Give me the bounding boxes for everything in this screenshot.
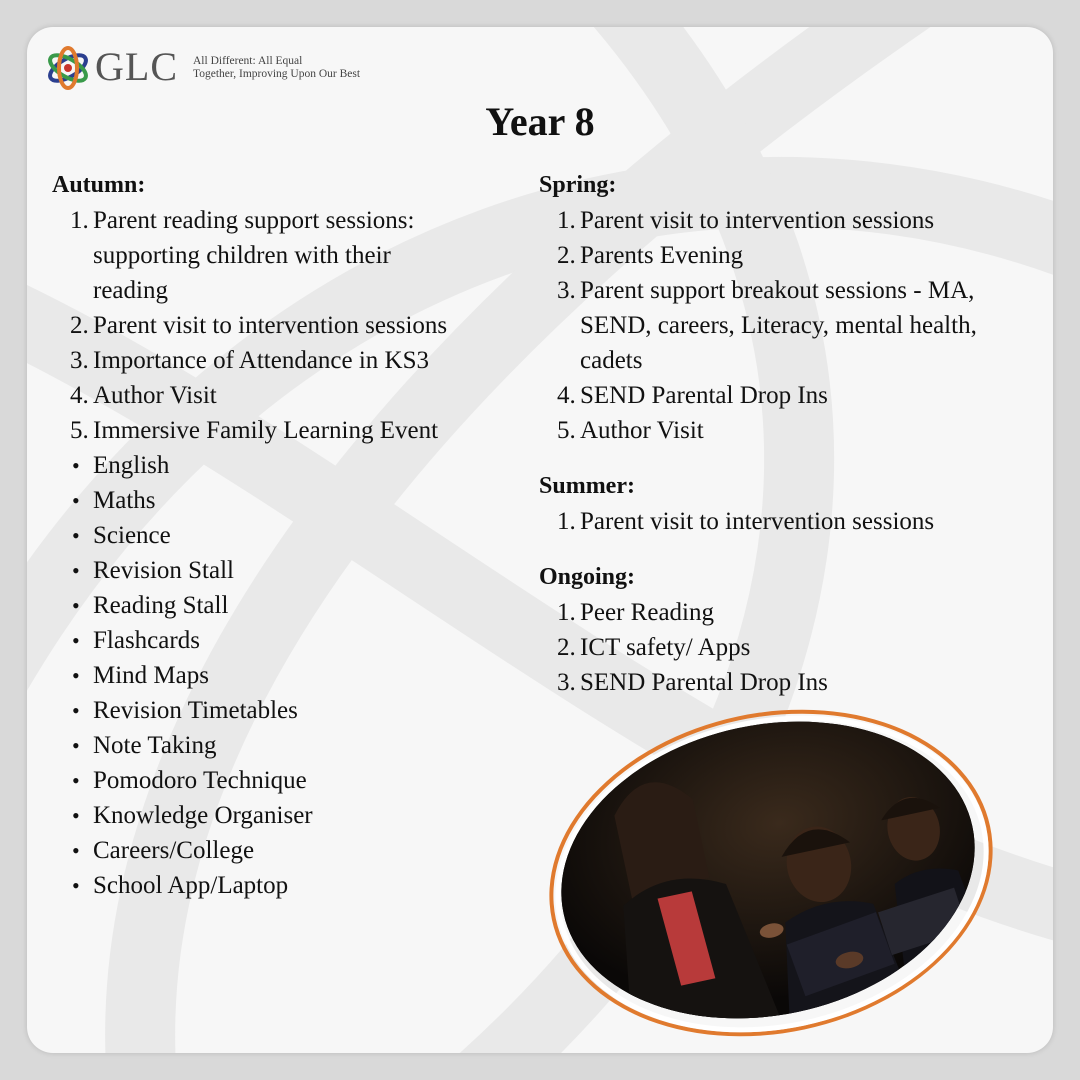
ongoing-heading: Ongoing:	[539, 564, 636, 590]
item-text: Importance of Attendance in KS3	[93, 347, 430, 374]
item-number: 5.	[557, 417, 576, 444]
list-item	[539, 413, 1049, 448]
bullet-item	[52, 728, 522, 763]
item-text: Immersive Family Learning Event	[93, 417, 439, 444]
list-item	[539, 378, 1049, 413]
bullet-item	[52, 798, 522, 833]
glc-logo-icon	[43, 41, 93, 91]
bullet-text: Mind Maps	[93, 662, 209, 689]
bullet-text: Reading Stall	[93, 592, 229, 619]
logo-tagline-line-2: Together, Improving Upon Our Best	[193, 68, 361, 80]
item-text: Author Visit	[93, 382, 217, 409]
item-text: ICT safety/ Apps	[580, 634, 751, 661]
bullet-item	[52, 623, 522, 658]
item-number: 4.	[70, 382, 89, 409]
bullet-text: Pomodoro Technique	[93, 767, 307, 794]
list-item	[539, 630, 1049, 665]
photo-image	[533, 685, 1002, 1053]
bullet-item	[52, 448, 522, 483]
page-title: Year 8	[485, 99, 595, 144]
item-number: 1.	[557, 599, 576, 626]
list-item	[539, 665, 1049, 700]
bullet-text: Revision Stall	[93, 557, 234, 584]
item-text: Parent visit to intervention sessions	[580, 508, 935, 535]
bullet-dot: •	[72, 593, 80, 618]
bullet-item	[52, 833, 522, 868]
bullet-text: Note Taking	[93, 732, 217, 759]
logo-tagline	[193, 55, 433, 81]
summer-numbered-list	[539, 504, 1049, 539]
item-text: Parent reading support sessions:	[93, 207, 415, 234]
bullet-text: Knowledge Organiser	[93, 802, 313, 829]
ongoing-numbered-list	[539, 595, 1049, 700]
spring-heading: Spring:	[539, 172, 617, 198]
item-text: SEND Parental Drop Ins	[580, 382, 828, 409]
bullet-text: Flashcards	[93, 627, 200, 654]
list-item	[539, 273, 1049, 378]
list-item	[539, 595, 1049, 630]
bullet-dot: •	[72, 558, 80, 583]
item-text: Parents Evening	[580, 242, 744, 269]
item-text: Parent support breakout sessions - MA,	[580, 277, 975, 304]
item-number: 4.	[557, 382, 576, 409]
bullet-item	[52, 658, 522, 693]
list-item	[52, 413, 522, 448]
bullet-text: Revision Timetables	[93, 697, 298, 724]
bullet-text: Careers/College	[93, 837, 255, 864]
list-item	[539, 238, 1049, 273]
logo-name: GLC	[95, 44, 178, 89]
item-text: SEND, careers, Literacy, mental health,	[580, 312, 977, 339]
bullet-dot: •	[72, 698, 80, 723]
item-number: 1.	[557, 207, 576, 234]
item-text: Parent visit to intervention sessions	[93, 312, 448, 339]
bullet-dot: •	[72, 628, 80, 653]
bullet-item	[52, 518, 522, 553]
summer-heading: Summer:	[539, 473, 635, 499]
item-number: 3.	[557, 669, 576, 696]
bullet-item	[52, 553, 522, 588]
item-text: supporting children with their	[93, 242, 391, 269]
list-item	[52, 343, 522, 378]
item-number: 1.	[70, 207, 89, 234]
poster-card	[27, 27, 1053, 1053]
right-column	[539, 168, 1049, 721]
list-item	[52, 308, 522, 343]
bullet-item	[52, 588, 522, 623]
spring-section	[539, 168, 1049, 448]
summer-section	[539, 469, 1049, 539]
bullet-dot: •	[72, 838, 80, 863]
autumn-heading: Autumn:	[52, 172, 146, 198]
bullet-text: Science	[93, 522, 171, 549]
item-number: 3.	[557, 277, 576, 304]
bullet-item	[52, 868, 522, 903]
ongoing-section	[539, 560, 1049, 700]
bullet-dot: •	[72, 523, 80, 548]
item-text: SEND Parental Drop Ins	[580, 669, 828, 696]
bullet-dot: •	[72, 768, 80, 793]
item-number: 1.	[557, 508, 576, 535]
bullet-dot: •	[72, 453, 80, 478]
reading-photo	[547, 713, 995, 1033]
item-text: Peer Reading	[580, 599, 714, 626]
item-number: 2.	[557, 242, 576, 269]
bullet-text: School App/Laptop	[93, 872, 289, 899]
item-number: 2.	[70, 312, 89, 339]
spring-numbered-list	[539, 203, 1049, 448]
list-item	[52, 203, 522, 308]
bullet-item	[52, 483, 522, 518]
item-text: reading	[93, 277, 168, 304]
item-number: 2.	[557, 634, 576, 661]
bullet-dot: •	[72, 873, 80, 898]
autumn-section	[52, 168, 522, 903]
bullet-text: Maths	[93, 487, 156, 514]
item-number: 3.	[70, 347, 89, 374]
list-item	[539, 203, 1049, 238]
bullet-item	[52, 763, 522, 798]
bullet-item	[52, 693, 522, 728]
bullet-dot: •	[72, 733, 80, 758]
item-text: Parent visit to intervention sessions	[580, 207, 935, 234]
list-item	[52, 378, 522, 413]
bullet-dot: •	[72, 488, 80, 513]
bullet-text: English	[93, 452, 170, 479]
bullet-dot: •	[72, 803, 80, 828]
autumn-bullet-list	[52, 448, 522, 903]
logo-tagline-line-1: All Different: All Equal	[193, 55, 303, 67]
photo-illustration	[533, 685, 1002, 1053]
item-number: 5.	[70, 417, 89, 444]
autumn-numbered-list	[52, 203, 522, 448]
list-item	[539, 504, 1049, 539]
item-text: Author Visit	[580, 417, 704, 444]
item-text: cadets	[580, 347, 643, 374]
bullet-dot: •	[72, 663, 80, 688]
